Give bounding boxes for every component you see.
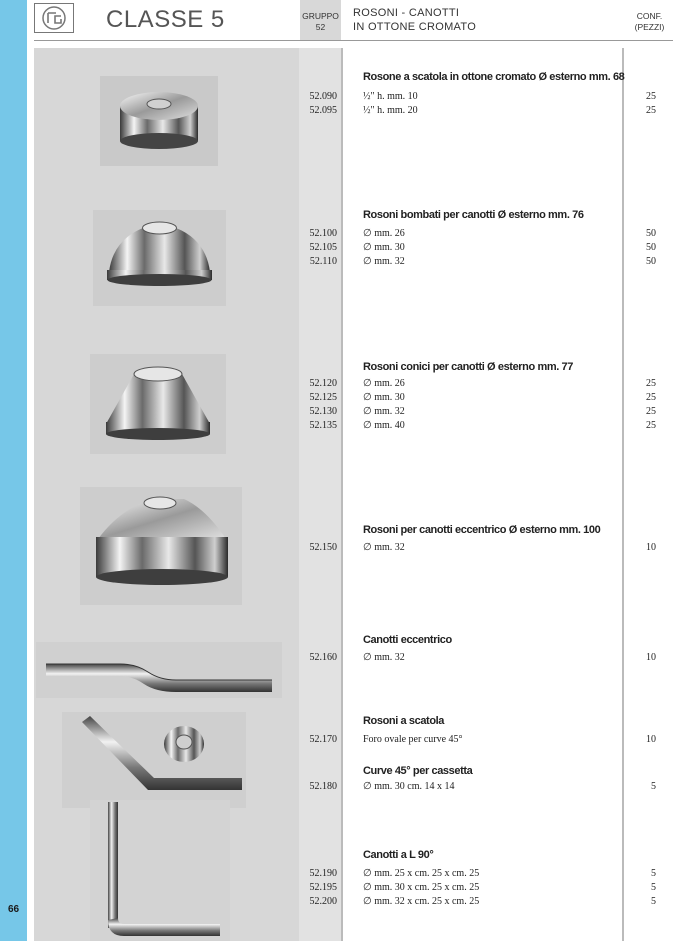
item-description: ∅ mm. 30 x cm. 25 x cm. 25	[363, 882, 480, 893]
header-divider	[34, 40, 673, 41]
quantity-list	[624, 227, 656, 269]
quantity-list	[624, 541, 656, 555]
description-list	[363, 377, 405, 433]
item-description: ∅ mm. 30 cm. 14 x 14	[363, 781, 455, 792]
item-code: 52.160	[309, 652, 337, 663]
product-photo-rosoni-bombati	[93, 210, 226, 306]
item-pack-quantity: 50	[646, 242, 656, 253]
quantity-list	[624, 377, 656, 433]
item-pack-quantity: 5	[651, 882, 656, 893]
item-pack-quantity: 25	[646, 105, 656, 116]
company-logo-icon	[34, 3, 74, 33]
item-pack-quantity: 25	[646, 406, 656, 417]
item-pack-quantity: 25	[646, 91, 656, 102]
item-pack-quantity: 10	[646, 734, 656, 745]
pack-header-line-1: CONF.	[636, 11, 663, 21]
page-title-line-1: ROSONI - CANOTTI	[353, 7, 460, 19]
description-list	[363, 651, 405, 665]
item-code: 52.135	[309, 420, 337, 431]
description-list	[363, 227, 405, 269]
product-photo-canotti-l90	[90, 800, 230, 941]
item-description: ½" h. mm. 10	[363, 91, 418, 102]
item-description: ∅ mm. 30	[363, 242, 405, 253]
page-title	[353, 6, 476, 34]
group-label: GRUPPO	[302, 11, 339, 21]
item-pack-quantity: 10	[646, 652, 656, 663]
item-pack-quantity: 5	[651, 896, 656, 907]
item-code: 52.170	[309, 734, 337, 745]
code-list	[300, 541, 337, 555]
item-pack-quantity: 25	[646, 378, 656, 389]
item-pack-quantity: 25	[646, 392, 656, 403]
code-list	[300, 733, 337, 747]
item-description: ∅ mm. 26	[363, 378, 405, 389]
product-photo-canotto-eccentrico	[36, 642, 282, 698]
section-heading: Rosoni a scatola	[363, 715, 445, 727]
quantity-list	[624, 733, 656, 747]
description-list	[363, 541, 405, 555]
item-description: ∅ mm. 32	[363, 542, 405, 553]
section-heading: Curve 45° per cassetta	[363, 765, 473, 777]
item-code: 52.190	[309, 868, 337, 879]
description-list	[363, 867, 479, 909]
product-photo-curve-45	[62, 712, 246, 808]
quantity-list	[624, 867, 656, 909]
pack-header	[622, 0, 673, 40]
product-photo-rosoni-eccentrico	[80, 487, 242, 605]
code-list	[300, 227, 337, 269]
item-pack-quantity: 50	[646, 256, 656, 267]
item-description: ∅ mm. 32	[363, 652, 405, 663]
item-description: ∅ mm. 32 x cm. 25 x cm. 25	[363, 896, 480, 907]
item-pack-quantity: 5	[651, 781, 656, 792]
item-code: 52.150	[309, 542, 337, 553]
code-list	[300, 90, 337, 118]
side-color-bar	[0, 0, 27, 941]
section-heading: Rosone a scatola in ottone cromato Ø esterno mm. 68	[363, 71, 625, 83]
item-code: 52.130	[309, 406, 337, 417]
item-code: 52.180	[309, 781, 337, 792]
class-title: CLASSE 5	[106, 6, 225, 33]
section-heading: Rosoni conici per canotti Ø esterno mm. 77	[363, 361, 573, 373]
column-divider	[341, 48, 343, 941]
item-pack-quantity: 50	[646, 228, 656, 239]
item-description: ∅ mm. 40	[363, 420, 405, 431]
item-description: Foro ovale per curve 45°	[363, 734, 463, 745]
code-list	[300, 377, 337, 433]
item-description: ∅ mm. 30	[363, 392, 405, 403]
description-list	[363, 90, 418, 118]
item-description: ∅ mm. 25 x cm. 25 x cm. 25	[363, 868, 480, 879]
item-code: 52.120	[309, 378, 337, 389]
item-code: 52.110	[309, 256, 337, 267]
quantity-list	[624, 780, 656, 794]
quantity-list	[624, 651, 656, 665]
item-code: 52.200	[309, 896, 337, 907]
description-list	[363, 733, 463, 747]
code-list	[300, 780, 337, 794]
section-heading: Rosoni bombati per canotti Ø esterno mm. 76	[363, 209, 584, 221]
section-heading: Canotti eccentrico	[363, 634, 452, 646]
section-heading: Rosoni per canotti eccentrico Ø esterno mm. 100	[363, 524, 601, 536]
quantity-list	[624, 90, 656, 118]
item-pack-quantity: 10	[646, 542, 656, 553]
code-list	[300, 867, 337, 909]
item-description: ½" h. mm. 20	[363, 105, 418, 116]
code-column	[299, 48, 341, 941]
item-description: ∅ mm. 32	[363, 256, 405, 267]
product-photo-rosone-scatola	[100, 76, 218, 166]
column-divider	[622, 48, 624, 941]
item-code: 52.125	[309, 392, 337, 403]
page-title-line-2: IN OTTONE CROMATO	[353, 21, 477, 33]
group-number: 52	[315, 22, 326, 32]
code-list	[300, 651, 337, 665]
description-list	[363, 780, 454, 794]
item-description: ∅ mm. 32	[363, 406, 405, 417]
page-number: 66	[7, 904, 20, 915]
item-code: 52.100	[309, 228, 337, 239]
item-pack-quantity: 5	[651, 868, 656, 879]
item-description: ∅ mm. 26	[363, 228, 405, 239]
product-photo-rosoni-conici	[90, 354, 226, 454]
item-pack-quantity: 25	[646, 420, 656, 431]
item-code: 52.195	[309, 882, 337, 893]
item-code: 52.090	[309, 91, 337, 102]
group-box	[300, 0, 341, 40]
item-code: 52.095	[309, 105, 337, 116]
pack-header-line-2: (PEZZI)	[634, 22, 665, 32]
item-code: 52.105	[309, 242, 337, 253]
section-heading: Canotti a L 90°	[363, 849, 434, 861]
